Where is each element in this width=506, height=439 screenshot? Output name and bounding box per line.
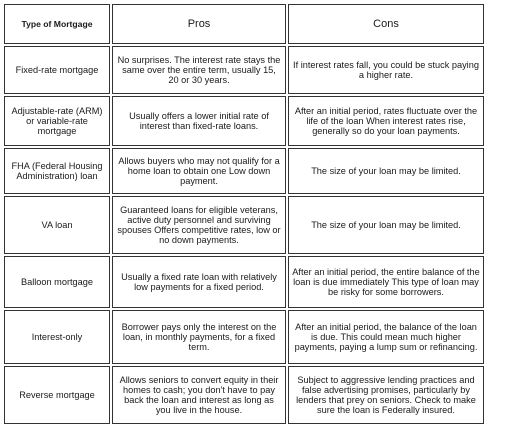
- header-pros: Pros: [112, 4, 286, 44]
- cons-cell: After an initial period, the balance of the loan is due. This could mean much higher payments, paying a lump sum or refinancing.: [288, 310, 484, 364]
- mortgage-type-cell: Interest-only: [4, 310, 110, 364]
- cons-cell: The size of your loan may be limited.: [288, 148, 484, 194]
- cons-cell: After an initial period, rates fluctuate over the life of the loan When interest rates rise, generally so do your loan payments.: [288, 96, 484, 146]
- table-row: [4, 96, 484, 146]
- pros-cell: Allows buyers who may not qualify for a home loan to obtain one Low down payment.: [112, 148, 286, 194]
- mortgage-comparison-table: [2, 2, 486, 426]
- mortgage-type-cell: Balloon mortgage: [4, 256, 110, 308]
- mortgage-type-cell: Adjustable-rate (ARM) or variable-rate mortgage: [4, 96, 110, 146]
- mortgage-comparison-wrapper: [2, 2, 486, 426]
- mortgage-type-cell: VA loan: [4, 196, 110, 254]
- table-row: [4, 46, 484, 94]
- cons-cell: Subject to aggressive lending practices and false advertising promises, particularly by lenders that prey on seniors. Check to make sure the loan is Federally insured.: [288, 366, 484, 424]
- header-type-of-mortgage: Type of Mortgage: [4, 4, 110, 44]
- table-row: [4, 310, 484, 364]
- cons-cell: The size of your loan may be limited.: [288, 196, 484, 254]
- cons-cell: If interest rates fall, you could be stuck paying a higher rate.: [288, 46, 484, 94]
- table-row: [4, 148, 484, 194]
- pros-cell: Usually offers a lower initial rate of interest than fixed-rate loans.: [112, 96, 286, 146]
- pros-cell: Guaranteed loans for eligible veterans, active duty personnel and surviving spouses Offers competitive rates, low or no down payments.: [112, 196, 286, 254]
- mortgage-type-cell: Reverse mortgage: [4, 366, 110, 424]
- table-row: [4, 196, 484, 254]
- table-header-row: [4, 4, 484, 44]
- table-row: [4, 366, 484, 424]
- table-row: [4, 256, 484, 308]
- pros-cell: Usually a fixed rate loan with relatively low payments for a fixed period.: [112, 256, 286, 308]
- mortgage-type-cell: FHA (Federal Housing Administration) loan: [4, 148, 110, 194]
- pros-cell: Allows seniors to convert equity in their homes to cash; you don't have to pay back the loan and interest as long as you live in the house.: [112, 366, 286, 424]
- header-cons: Cons: [288, 4, 484, 44]
- pros-cell: Borrower pays only the interest on the loan, in monthly payments, for a fixed term.: [112, 310, 286, 364]
- mortgage-type-cell: Fixed-rate mortgage: [4, 46, 110, 94]
- pros-cell: No surprises. The interest rate stays the same over the entire term, usually 15, 20 or 30 years.: [112, 46, 286, 94]
- cons-cell: After an initial period, the entire balance of the loan is due immediately This type of loan may be risky for some borrowers.: [288, 256, 484, 308]
